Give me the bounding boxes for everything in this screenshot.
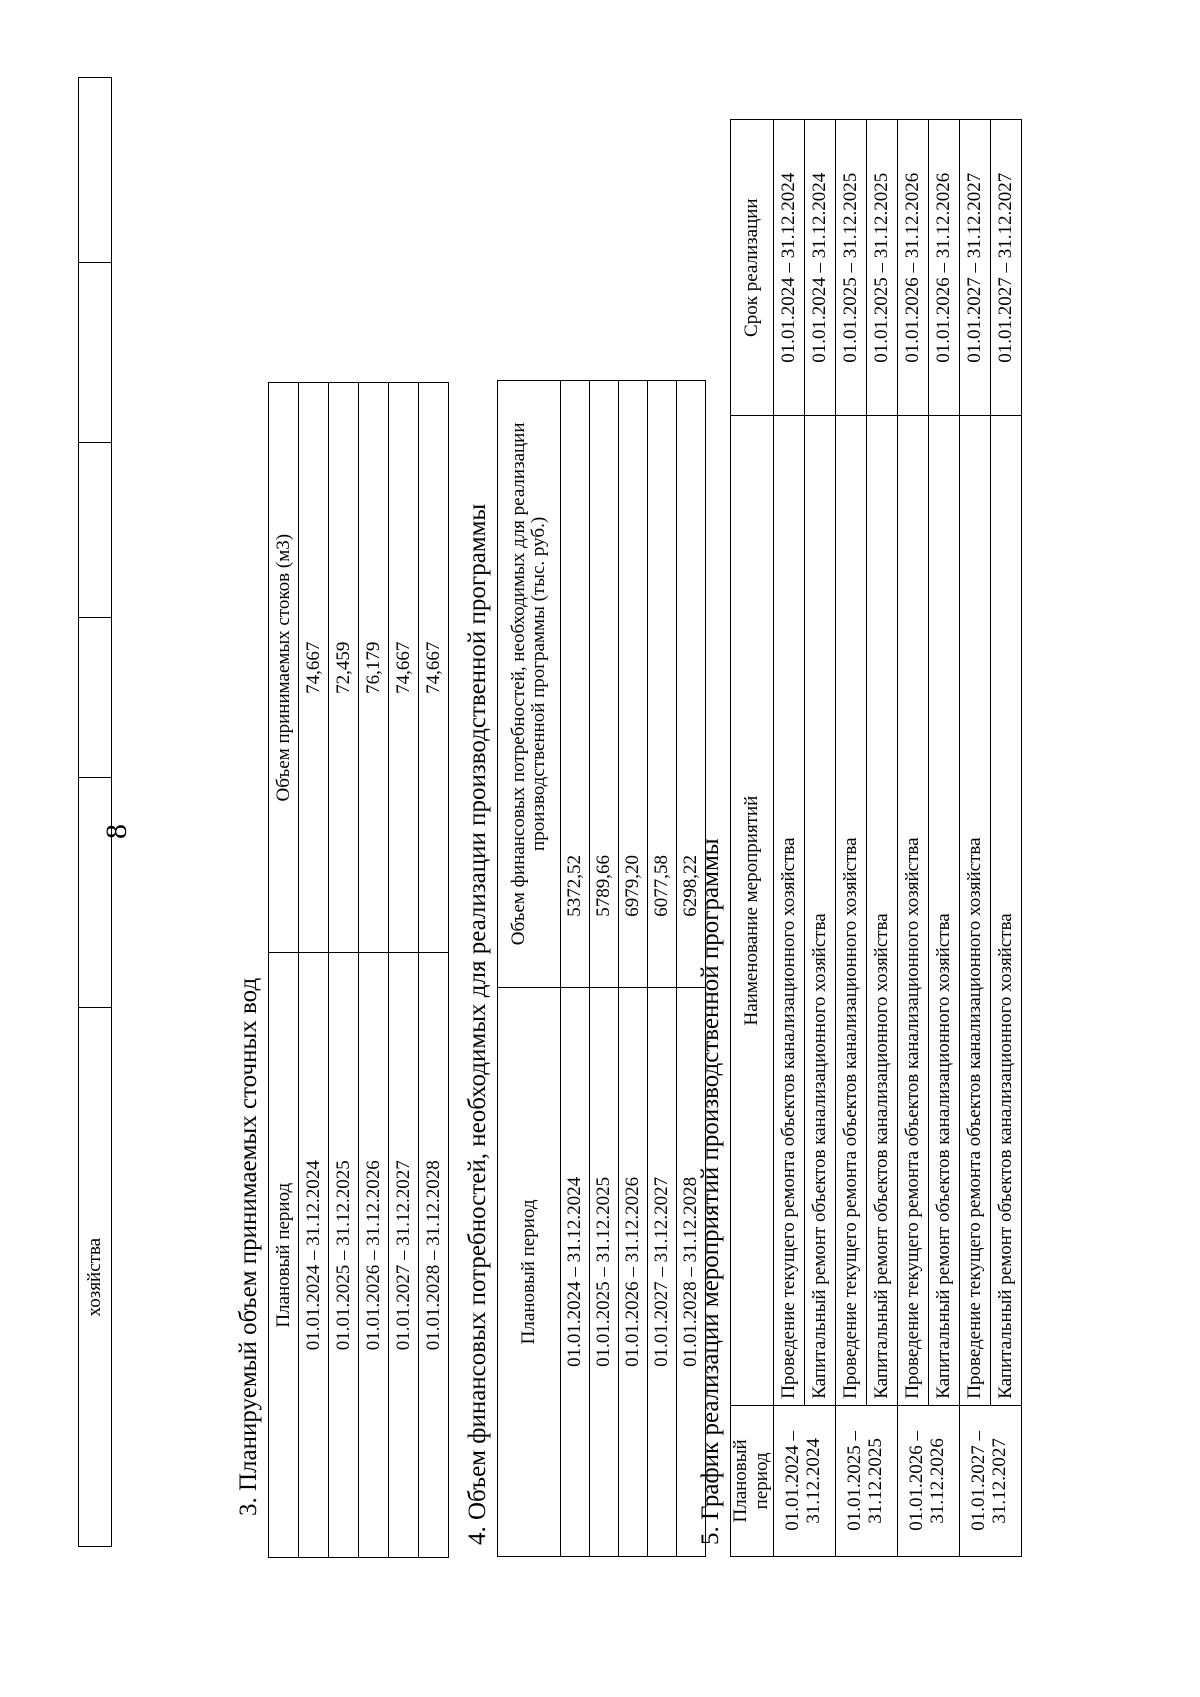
volume-cell: 72,459 [329,383,359,953]
table-row [299,383,329,1558]
volume-cell: 74,667 [389,383,419,953]
table-row [561,381,590,1557]
header-financial-needs: Объем финансовых потребностей, необходимых для реализации производственной программы (тыс. руб.) [498,381,561,988]
table-row [990,120,1021,1557]
term-cell: 01.01.2025 – 31.12.2025 [835,120,866,416]
table-row [359,383,389,1558]
section-4-title: 4. Объем финансовых потребностей, необходимых для реализации производственной программы [464,503,491,1545]
term-cell: 01.01.2026 – 31.12.2026 [897,120,928,416]
section-3-title: 3. Планируемый объем принимаемых сточных вод [235,977,262,1516]
table-header-row [498,381,561,1557]
table-row [928,120,959,1557]
table-row [590,381,619,1557]
volume-cell: 76,179 [359,383,389,953]
table-row [389,383,419,1558]
period-cell: 01.01.2024 – 31.12.2024 [773,1405,835,1556]
period-cell: 01.01.2024 – 31.12.2024 [299,953,329,1558]
amount-cell: 5372,52 [561,381,590,988]
period-cell: 01.01.2027 – 31.12.2027 [648,987,677,1556]
period-cell: 01.01.2024 – 31.12.2024 [561,987,590,1556]
table-row [866,120,897,1557]
activity-cell: Капитальный ремонт объектов канализационного хозяйства [866,416,897,1405]
header-wastewater-volume: Объем принимаемых стоков (м3) [269,383,299,953]
table-row [419,383,449,1558]
period-cell: 01.01.2026 – 31.12.2026 [619,987,648,1556]
period-cell: 01.01.2026 – 31.12.2026 [897,1405,959,1556]
term-cell: 01.01.2027 – 31.12.2027 [959,120,990,416]
table-row [897,120,928,1557]
table-header-row [269,383,299,1558]
previous-table-label: хозяйства [79,1008,112,1547]
term-cell: 01.01.2024 – 31.12.2024 [773,120,804,416]
amount-cell: 5789,66 [590,381,619,988]
term-cell: 01.01.2024 – 31.12.2024 [804,120,835,416]
term-cell: 01.01.2025 – 31.12.2025 [866,120,897,416]
table-header-row [731,120,774,1557]
table-row [619,381,648,1557]
table-row [329,383,359,1558]
period-cell: 01.01.2026 – 31.12.2026 [359,953,389,1558]
term-cell: 01.01.2026 – 31.12.2026 [928,120,959,416]
period-cell: 01.01.2025 – 31.12.2025 [329,953,359,1558]
period-cell: 01.01.2028 – 31.12.2028 [677,987,706,1556]
header-planned-period: Плановый период [498,987,561,1556]
table-row [835,120,866,1557]
financial-needs-table [497,380,706,1557]
period-cell: 01.01.2025 – 31.12.2025 [835,1405,897,1556]
header-planned-period: Плановый период [269,953,299,1558]
table-row [773,120,804,1557]
amount-cell: 6298,22 [677,381,706,988]
period-cell: 01.01.2025 – 31.12.2025 [590,987,619,1556]
page-number: 8 [100,824,133,839]
activity-cell: Капитальный ремонт объектов канализационного хозяйства [990,416,1021,1405]
wastewater-volume-table [268,382,449,1558]
header-planned-period: Плановый период [731,1405,774,1556]
period-cell: 01.01.2027 – 31.12.2027 [959,1405,1021,1556]
activity-cell: Проведение текущего ремонта объектов канализационного хозяйства [897,416,928,1405]
period-cell: 01.01.2027 – 31.12.2027 [389,953,419,1558]
section-5-title: 5. График реализации мероприятий производственной программы [697,838,724,1545]
table-row [959,120,990,1557]
activity-cell: Капитальный ремонт объектов канализационного хозяйства [928,416,959,1405]
activity-cell: Проведение текущего ремонта объектов канализационного хозяйства [773,416,804,1405]
amount-cell: 6979,20 [619,381,648,988]
header-activity-name: Наименование мероприятий [731,416,774,1405]
volume-cell: 74,667 [299,383,329,953]
activity-cell: Капитальный ремонт объектов канализационного хозяйства [804,416,835,1405]
table-row [648,381,677,1557]
activities-schedule-table [730,119,1022,1557]
volume-cell: 74,667 [419,383,449,953]
amount-cell: 6077,58 [648,381,677,988]
previous-table-continuation [78,77,112,1547]
header-implementation-term: Срок реализации [731,120,774,416]
activity-cell: Проведение текущего ремонта объектов канализационного хозяйства [959,416,990,1405]
period-cell: 01.01.2028 – 31.12.2028 [419,953,449,1558]
activity-cell: Проведение текущего ремонта объектов канализационного хозяйства [835,416,866,1405]
table-row [804,120,835,1557]
term-cell: 01.01.2027 – 31.12.2027 [990,120,1021,416]
